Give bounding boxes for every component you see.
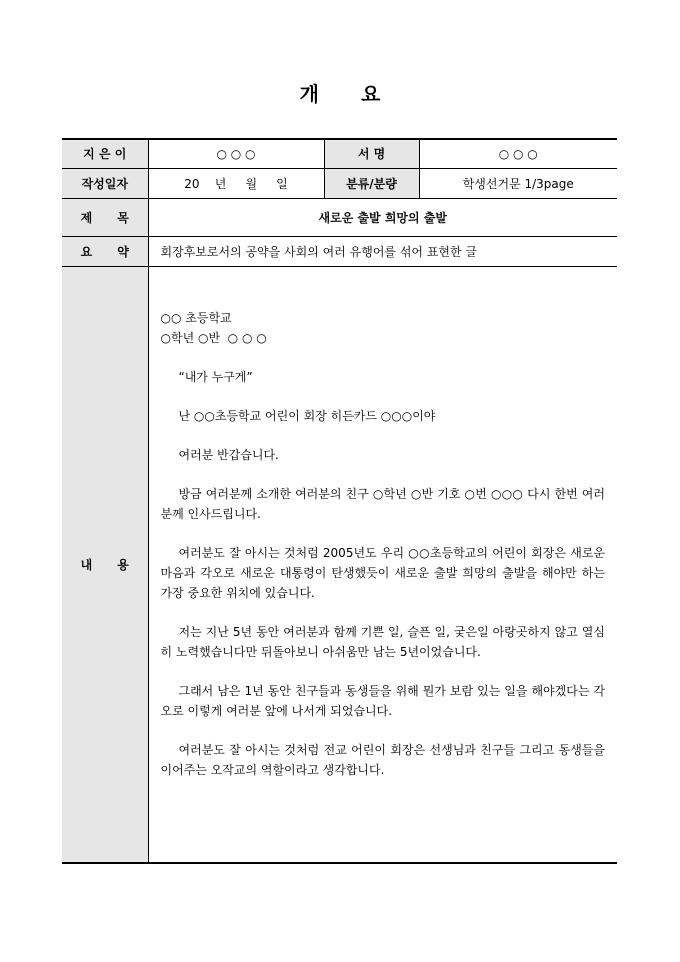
content-row: [62, 266, 617, 863]
paragraph: 여러분도 잘 아시는 것처럼 전교 어린이 회장은 선생님과 친구들 그리고 동생들을 이어주는 오작교의 역할이라고 생각합니다.: [160, 742, 605, 777]
signature-label: 서 명: [324, 139, 419, 168]
document-info-table: [62, 138, 617, 864]
subject-label: 제 목: [62, 198, 148, 236]
author-row: [62, 139, 617, 168]
paragraph: 저는 지난 5년 동안 여러분과 함께 기쁜 일, 슬픈 일, 궂은일 아랑곳하지 않고 열심히 노력했습니다만 뒤돌아보니 아쉬움만 남는 5년이었습니다.: [160, 624, 605, 659]
subject-value: 새로운 출발 희망의 출발: [148, 198, 617, 236]
subject-row: [62, 198, 617, 236]
content-label: 내 용: [62, 266, 148, 863]
category-label: 분류/분량: [324, 168, 419, 198]
page-title: [0, 78, 680, 107]
category-value: 학생선거문 1/3page: [419, 168, 617, 198]
paragraph: 방금 여러분께 소개한 여러분의 친구 ○학년 ○반 기호 ○번 ○○○ 다시 한번 여러분께 인사드립니다.: [160, 486, 605, 521]
school-line: ○○ 초등학교: [160, 310, 232, 325]
author-value: ○ ○ ○: [148, 139, 324, 168]
date-row: [62, 168, 617, 198]
paragraph: 그래서 남은 1년 동안 친구들과 동생들을 위해 뭔가 보람 있는 일을 해야겠다는 각오로 이렇게 여러분 앞에 나서게 되었습니다.: [160, 683, 605, 718]
page-title-part2: 요: [361, 82, 381, 106]
summary-row: [62, 236, 617, 266]
date-label: 작성일자: [62, 168, 148, 198]
summary-value: 회장후보로서의 공약을 사회의 여러 유행어를 섞어 표현한 글: [148, 236, 617, 266]
signature-value: ○ ○ ○: [419, 139, 617, 168]
author-label: 지 은 이: [62, 139, 148, 168]
content-body: [148, 266, 617, 863]
date-value: 20 년 월 일: [148, 168, 324, 198]
summary-label: 요 약: [62, 236, 148, 266]
page-title-part1: 개: [299, 82, 319, 106]
paragraph: “내가 누구게”: [178, 369, 253, 384]
paragraph: 난 ○○초등학교 어린이 회장 히든카드 ○○○이야: [178, 408, 436, 423]
paragraph: 여러분도 잘 아시는 것처럼 2005년도 우리 ○○초등학교의 어린이 회장은 새로운 마음과 각오로 새로운 대통령이 탄생했듯이 새로운 출발 희망의 출발을 해야만 하는 가장 중요한 위치에 있습니다.: [160, 545, 605, 600]
paragraph: 여러분 반갑습니다.: [178, 447, 279, 462]
class-line: ○학년 ○반 ○ ○ ○: [160, 330, 267, 345]
